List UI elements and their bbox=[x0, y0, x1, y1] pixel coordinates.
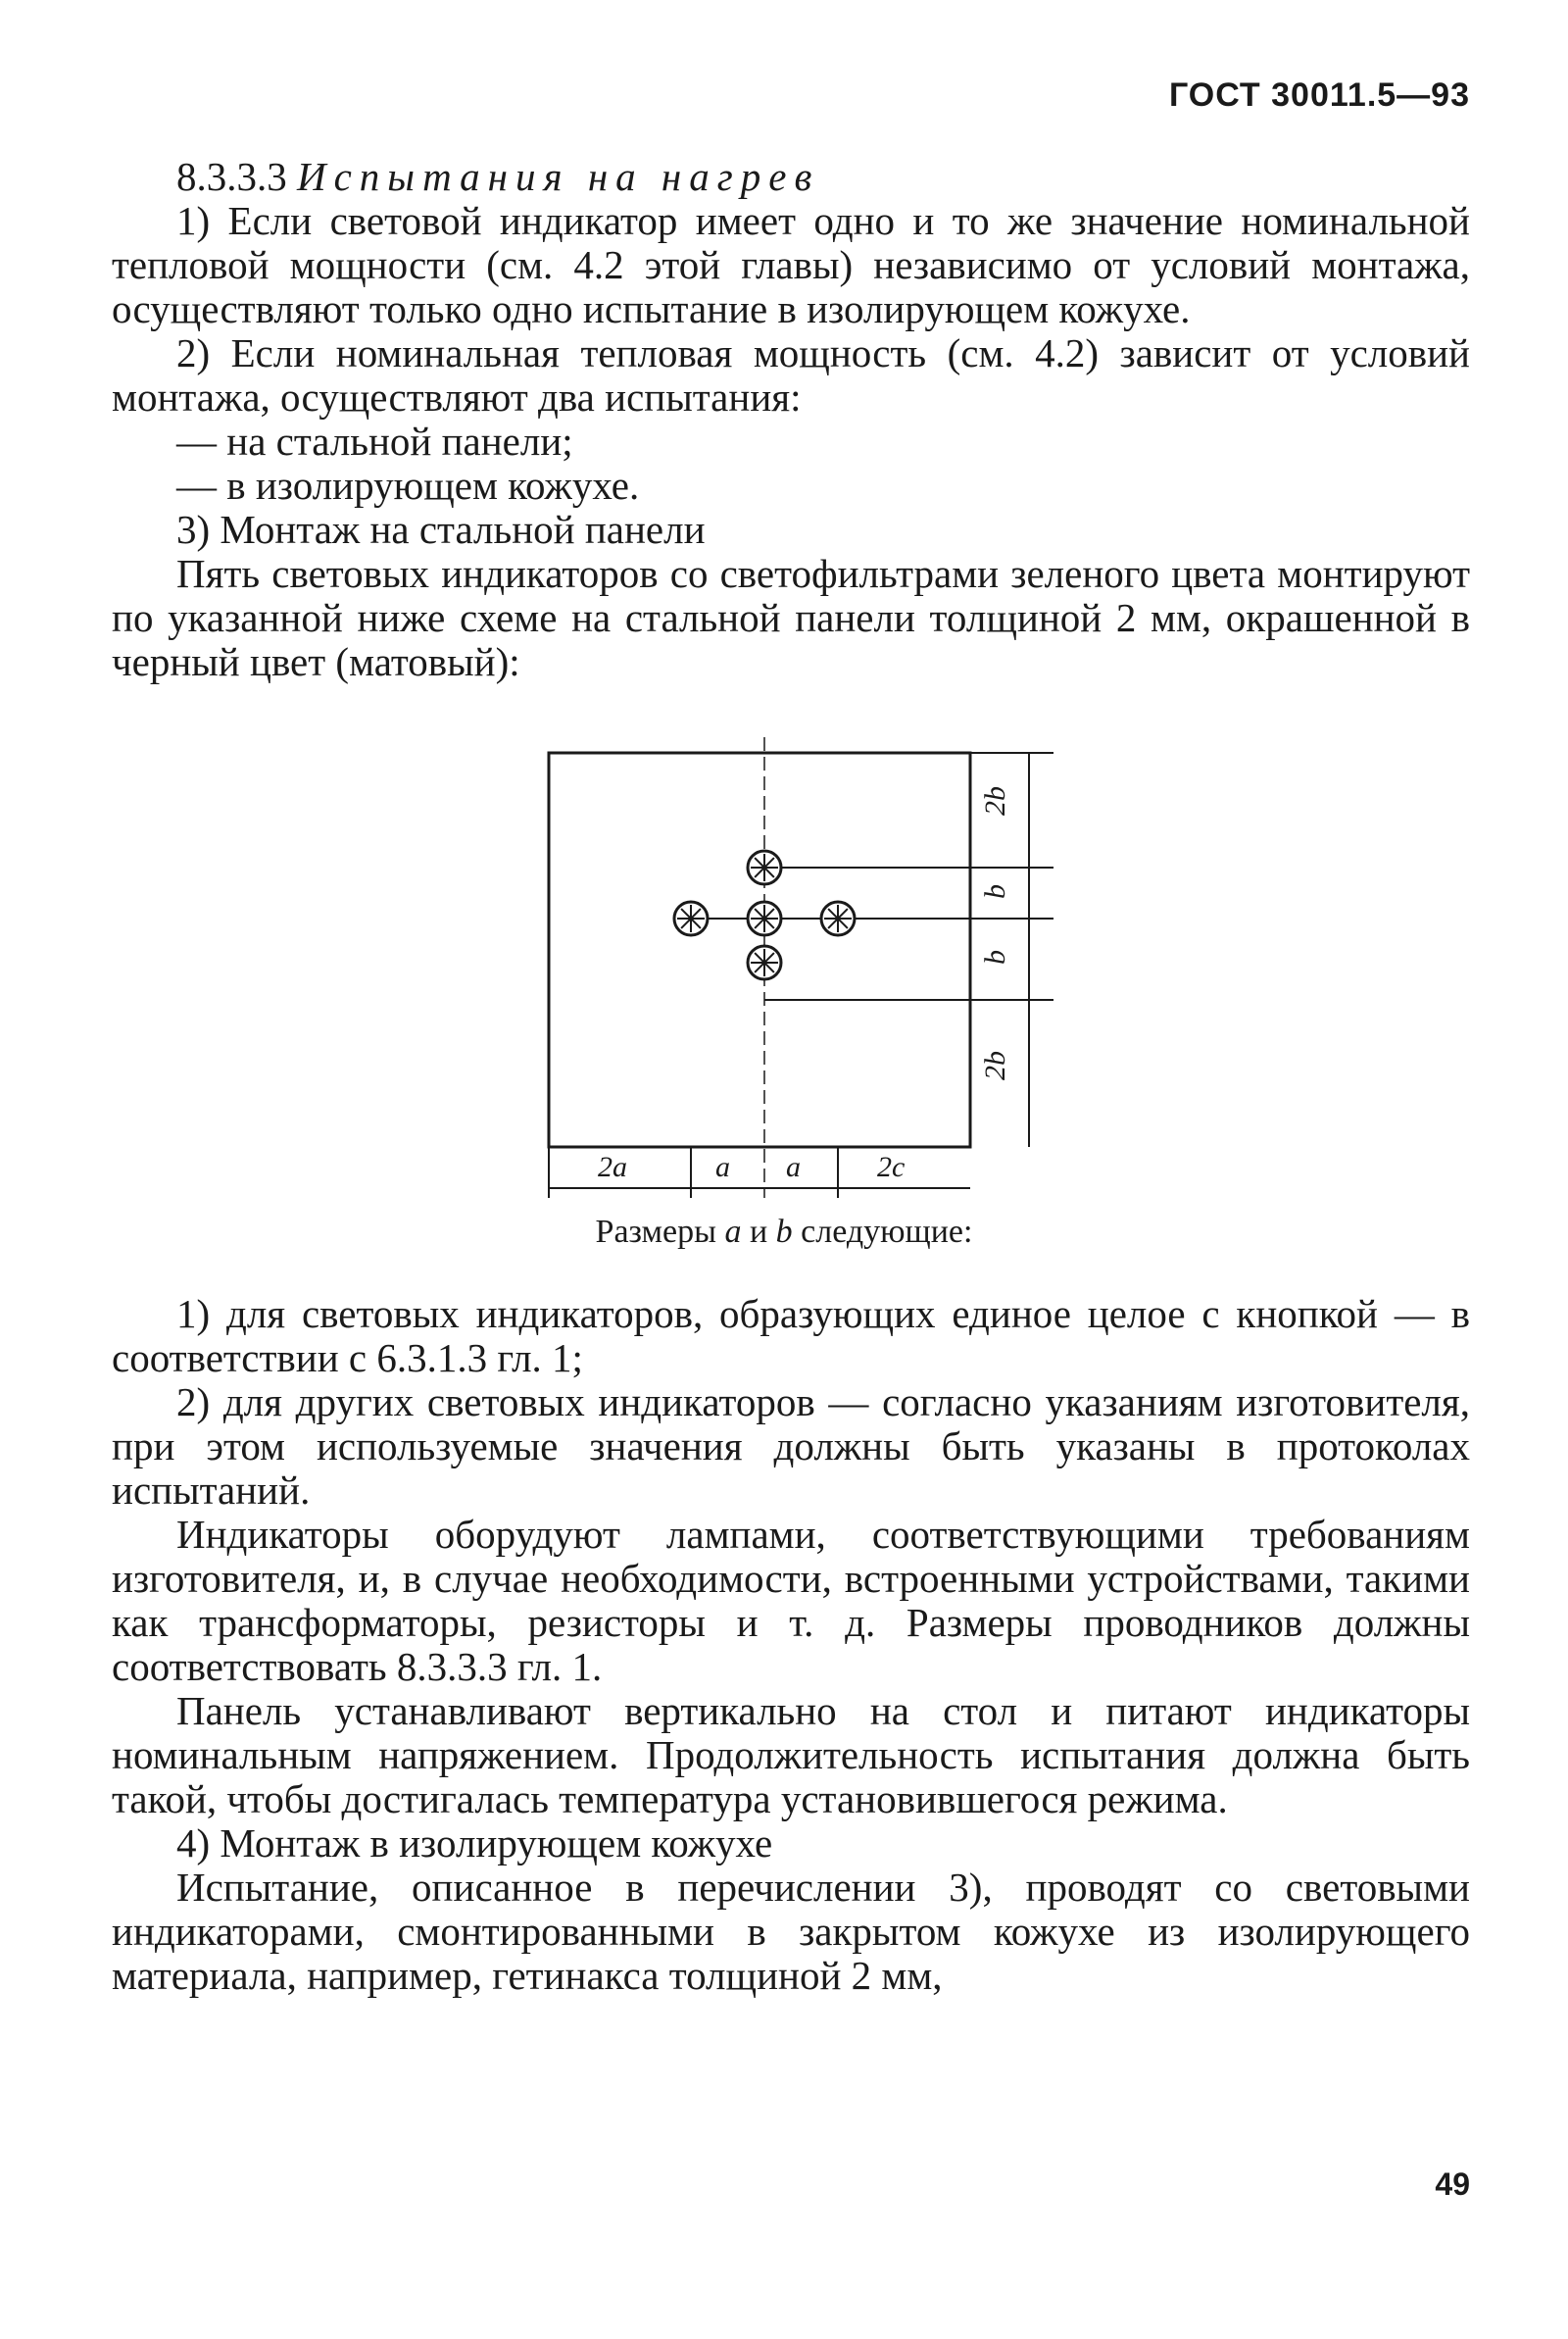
paragraph: 3) Монтаж на стальной панели bbox=[176, 507, 706, 552]
dim-label-a1: a bbox=[715, 1151, 730, 1183]
mounting-diagram bbox=[529, 737, 1058, 1208]
dim-label-b1: b bbox=[979, 884, 1011, 899]
dim-label-2b-top: 2b bbox=[979, 786, 1011, 816]
indicator-lamp-right bbox=[821, 902, 855, 935]
paragraph: 1) Если световой индикатор имеет одно и то же значение номинальной тепловой мощности (см. 4.2 этой главы) независимо от условий монтажа, осуществляют только одно испытание в изолирующем кожухе. bbox=[112, 198, 1470, 331]
paragraph: Индикаторы оборудуют лампами, соответствующими требованиям изготовителя, и, в случае необходимости, встроенными устройствами, такими как трансформаторы, резисторы и т. д. Размеры проводников должны соответствовать 8.3.3.3 гл. 1. bbox=[112, 1512, 1470, 1689]
caption-conj: и bbox=[749, 1214, 768, 1250]
dim-label-2c: 2c bbox=[877, 1151, 906, 1183]
dim-label-a2: a bbox=[786, 1151, 801, 1183]
figure-caption bbox=[0, 1214, 1568, 1251]
dim-label-b2: b bbox=[979, 950, 1011, 965]
mounting-diagram-svg bbox=[529, 737, 1058, 1208]
caption-var-b: b bbox=[775, 1214, 793, 1250]
list-item: — в изолирующем кожухе. bbox=[176, 463, 640, 508]
section-heading bbox=[112, 155, 1470, 199]
paragraph: 2) Если номинальная тепловая мощность (см. 4.2) зависит от условий монтажа, осуществляют два испытания: bbox=[112, 330, 1470, 420]
caption-suffix: следующие: bbox=[801, 1214, 973, 1250]
list-item: 1) для световых индикаторов, образующих единое целое с кнопкой — в соответствии с 6.3.1.3 гл. 1; bbox=[112, 1291, 1470, 1380]
caption-prefix: Размеры bbox=[595, 1214, 716, 1250]
list-item: 2) для других световых индикаторов — согласно указаниям изготовителя, при этом используемые значения должны быть указаны в протоколах испытаний. bbox=[112, 1379, 1470, 1513]
dim-label-2a: 2a bbox=[598, 1151, 627, 1183]
document-code-header: ГОСТ 30011.5—93 bbox=[1168, 76, 1470, 114]
page-number: 49 bbox=[1435, 2166, 1470, 2202]
section-number: 8.3.3.3 bbox=[176, 154, 287, 199]
indicator-lamp-top bbox=[748, 851, 781, 884]
paragraph: Панель устанавливают вертикально на стол и питают индикаторы номинальным напряжением. Продолжительность испытания должна быть такой, чтобы достигалась температура установившегося режима. bbox=[112, 1688, 1470, 1821]
list-item: — на стальной панели; bbox=[176, 419, 573, 464]
paragraph: Пять световых индикаторов со светофильтрами зеленого цвета монтируют по указанной ниже схеме на стальной панели толщиной 2 мм, окрашенной в черный цвет (матовый): bbox=[112, 551, 1470, 684]
indicator-lamp-bottom bbox=[748, 946, 781, 979]
paragraph: Испытание, описанное в перечислении 3), проводят со световыми индикаторами, смонтированными в закрытом кожухе из изолирующего материала, например, гетинакса толщиной 2 мм, bbox=[112, 1865, 1470, 1998]
caption-var-a: a bbox=[724, 1214, 742, 1250]
indicator-lamp-left bbox=[674, 902, 708, 935]
text-block-bottom bbox=[112, 1292, 1470, 1998]
paragraph: 4) Монтаж в изолирующем кожухе bbox=[176, 1820, 773, 1866]
indicator-lamps bbox=[674, 851, 855, 979]
text-block-top bbox=[112, 155, 1470, 684]
dim-label-2b-bottom: 2b bbox=[979, 1051, 1011, 1080]
indicator-lamp-center bbox=[748, 902, 781, 935]
section-title: Испытания на нагрев bbox=[297, 154, 820, 199]
